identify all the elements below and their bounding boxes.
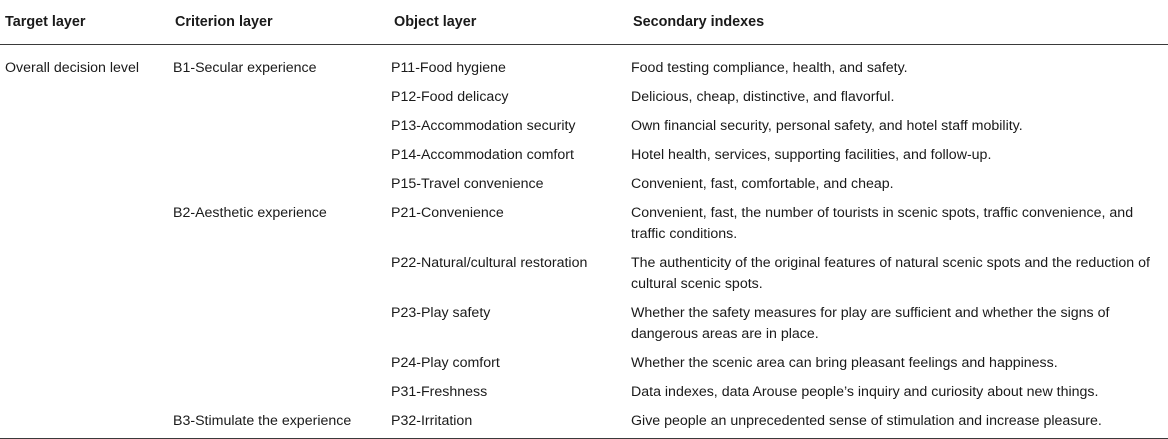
target-cell — [0, 378, 170, 407]
target-cell — [0, 299, 170, 349]
table-row — [0, 378, 1168, 407]
target-cell — [0, 249, 170, 299]
table-row — [0, 83, 1168, 112]
criterion-cell — [170, 141, 389, 170]
criterion-cell: B1-Secular experience — [173, 60, 317, 76]
secondary-cell: Convenient, fast, comfortable, and cheap. — [631, 176, 894, 192]
table-row — [0, 249, 1168, 299]
secondary-cell: The authenticity of the original features of natural scenic spots and the reduction of cultural scenic spots. — [631, 255, 1150, 292]
object-cell: P14-Accommodation comfort — [391, 147, 574, 163]
secondary-cell: Data indexes, data Arouse people’s inquiry and curiosity about new things. — [631, 384, 1099, 400]
target-cell — [0, 83, 170, 112]
object-cell: P23-Play safety — [391, 305, 491, 321]
table-row — [0, 170, 1168, 199]
secondary-cell: Delicious, cheap, distinctive, and flavorful. — [631, 89, 895, 105]
target-cell — [0, 170, 170, 199]
criterion-cell — [170, 349, 389, 378]
target-cell — [0, 112, 170, 141]
object-cell: P21-Convenience — [391, 205, 504, 221]
target-cell: Overall decision level — [5, 60, 140, 76]
table-row — [0, 45, 1168, 84]
target-cell — [0, 349, 170, 378]
object-cell: P24-Play comfort — [391, 355, 500, 371]
target-cell — [0, 141, 170, 170]
table-row — [0, 349, 1168, 378]
secondary-cell: Own financial security, personal safety, and hotel staff mobility. — [631, 118, 1023, 134]
criterion-cell — [170, 299, 389, 349]
header-secondary-indexes: Secondary indexes — [628, 0, 1168, 45]
object-cell: P15-Travel convenience — [391, 176, 544, 192]
criterion-cell — [170, 83, 389, 112]
table-row — [0, 199, 1168, 249]
secondary-cell: Food testing compliance, health, and safety. — [631, 60, 908, 76]
object-cell: P11-Food hygiene — [391, 60, 506, 76]
object-cell: P22-Natural/cultural restoration — [391, 255, 588, 271]
table-row — [0, 407, 1168, 439]
criterion-cell — [170, 378, 389, 407]
header-object-layer: Object layer — [389, 0, 628, 45]
table-row — [0, 299, 1168, 349]
criterion-cell — [170, 112, 389, 141]
table-row — [0, 141, 1168, 170]
secondary-cell: Convenient, fast, the number of tourists in scenic spots, traffic convenience, and traffic conditions. — [631, 205, 1134, 242]
object-cell: P31-Freshness — [391, 384, 488, 400]
secondary-cell: Give people an unprecedented sense of stimulation and increase pleasure. — [628, 407, 1168, 439]
target-cell — [0, 199, 170, 249]
criterion-cell: B2-Aesthetic experience — [173, 205, 327, 221]
table-row — [0, 112, 1168, 141]
header-target-layer: Target layer — [0, 0, 170, 45]
criterion-cell: B3-Stimulate the experience — [170, 407, 389, 439]
object-cell: P13-Accommodation security — [391, 118, 576, 134]
object-cell: P32-Irritation — [389, 407, 628, 439]
header-row — [0, 0, 1168, 45]
secondary-cell: Hotel health, services, supporting facilities, and follow-up. — [631, 147, 992, 163]
secondary-cell: Whether the scenic area can bring pleasant feelings and happiness. — [631, 355, 1058, 371]
object-cell: P12-Food delicacy — [391, 89, 509, 105]
header-criterion-layer: Criterion layer — [170, 0, 389, 45]
target-cell — [0, 407, 170, 439]
criterion-cell — [170, 249, 389, 299]
criterion-cell — [170, 170, 389, 199]
secondary-cell: Whether the safety measures for play are sufficient and whether the signs of dangerous areas are in place. — [631, 305, 1110, 342]
